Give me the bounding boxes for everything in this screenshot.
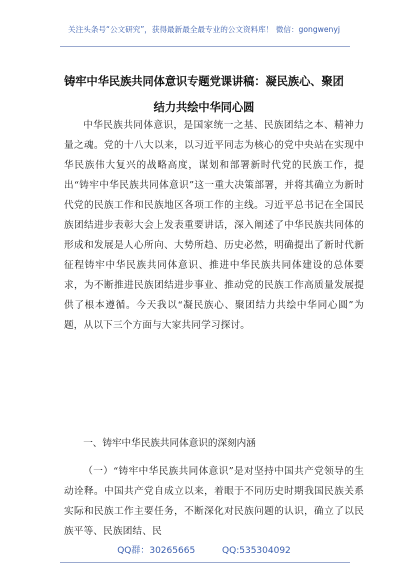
footer-contact [0,543,408,556]
footer-qq-group: QQ群：30265665 [117,546,196,556]
header-promo: 关注头条号“公文研究”，获得最新最全最专业的公文资料库！ 微信：gongwenyj [68,25,340,34]
title-line-2: 结力共绘中华同心圆 [153,100,255,114]
footer-qq-number: QQ:535304092 [222,546,291,556]
section-paragraph-block [64,462,364,542]
intro-paragraph-block [64,116,364,336]
intro-paragraph: 中华民族共同体意识，是国家统一之基、民族团结之本、精神力量之魂。党的十八大以来，以习近平同志为核心的党中央站在实现中华民族伟大复兴的战略高度，谋划和部署新时代党的民族工作，提出“铸牢中华民族共同体意识”这一重大决策部署，并将其确立为新时代党的民族工作和民族地区各项工作的主线。习近平总书记在全国民族团结进步表彰大会上发表重要讲话，深入阐述了中华民族共同体的形成和发展是人心所向、大势所趋、历史必然，明确提出了新时代新征程铸牢中华民族共同体意识、推进中华民族共同体建设的总体要求，为不断推进民族团结进步事业、推动党的民族工作高质量发展提供了根本遵循。今天我以“凝民族心、聚团结力共绘中华同心圆”为题，从以下三个方面与大家共同学习探讨。 [64,120,364,331]
footer-divider [60,562,350,563]
section-heading-1: 一、铸牢中华民族共同体意识的深刻内涵 [83,438,256,449]
section-paragraph: （一）“铸牢中华民族共同体意识”是对坚持中国共产党领导的生动诠释。中国共产党自成立以来，着眼于不同历史时期我国民族关系实际和民族工作主要任务，不断深化对民族问题的认识，确立了以民族平等、民族团结、民 [64,466,364,537]
document-title [40,68,368,120]
title-line-1: 铸牢中华民族共同体意识专题党课讲稿：凝民族心、聚团 [64,74,344,88]
header-divider [60,46,350,47]
